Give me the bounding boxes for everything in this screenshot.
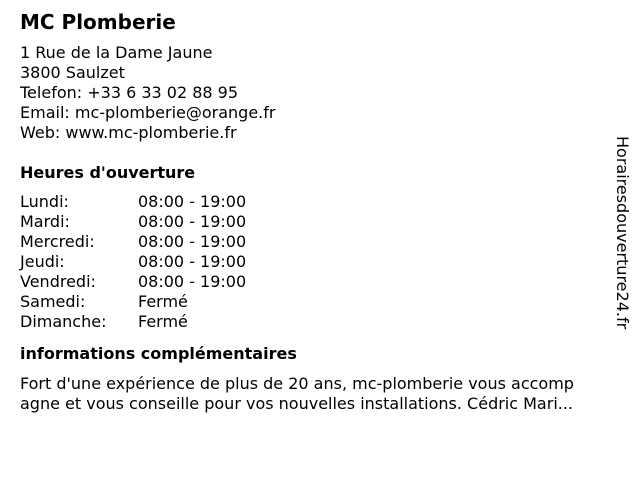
day-label: Lundi: [20,192,69,211]
phone-text: Telefon: +33 6 33 02 88 95 [20,83,239,102]
web-text: Web: www.mc-plomberie.fr [20,123,237,142]
day-hours: 08:00 - 19:00 [138,232,247,251]
day-label: Mercredi: [20,232,95,251]
hours-row [20,212,620,232]
hours-row [20,192,620,212]
day-hours: Fermé [138,312,188,331]
day-hours: 08:00 - 19:00 [138,252,247,271]
street-address: 1 Rue de la Dame Jaune [20,43,213,62]
day-label: Mardi: [20,212,70,231]
email-text: Email: mc-plomberie@orange.fr [20,103,276,122]
hours-heading: Heures d'ouverture [20,163,196,182]
info-heading: informations complémentaires [20,344,297,363]
day-label: Dimanche: [20,312,107,331]
contact-block [20,43,620,143]
hours-row [20,252,620,272]
hours-row [20,312,620,332]
hours-row [20,272,620,292]
day-hours: 08:00 - 19:00 [138,272,247,291]
side-watermark-text: Horairesdouverture24.fr [613,136,632,330]
info-description: Fort d'une expérience de plus de 20 ans, mc-plomberie vous accomp agne et vous conseille pour vos nouvelles installations. Cédric Mari... [20,374,574,413]
hours-row [20,292,620,312]
hours-row [20,232,620,252]
city-address: 3800 Saulzet [20,63,125,82]
day-hours: 08:00 - 19:00 [138,192,247,211]
day-hours: Fermé [138,292,188,311]
day-hours: 08:00 - 19:00 [138,212,247,231]
day-label: Samedi: [20,292,86,311]
side-watermark [612,136,632,346]
day-label: Jeudi: [20,252,65,271]
day-label: Vendredi: [20,272,96,291]
business-card [20,10,620,414]
hours-table [20,192,620,332]
business-name: MC Plomberie [20,10,176,34]
